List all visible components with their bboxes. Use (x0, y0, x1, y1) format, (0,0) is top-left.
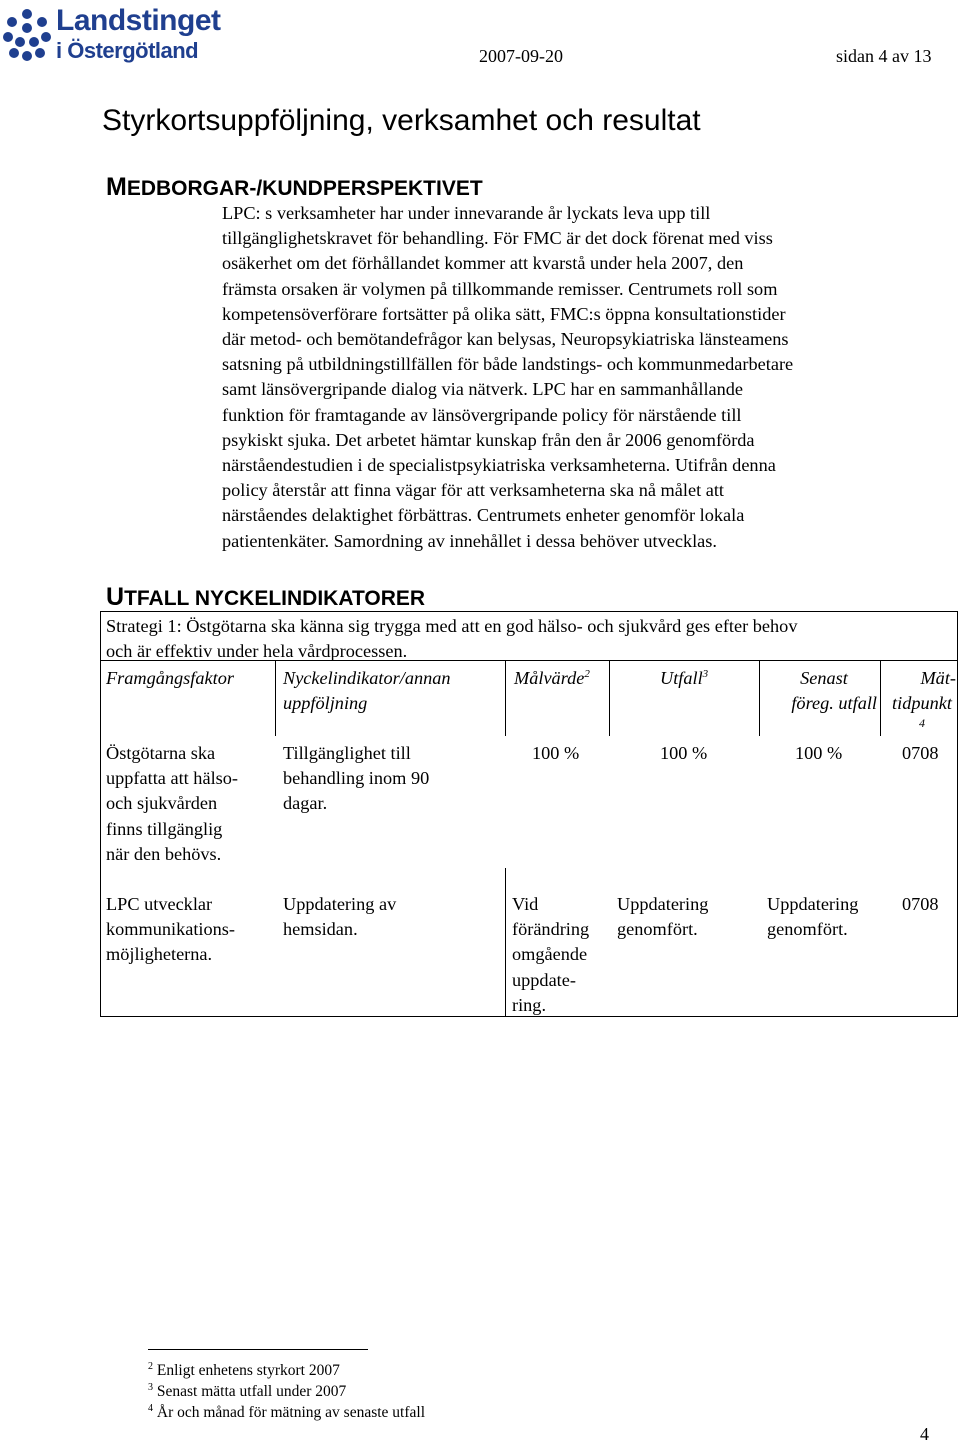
body-paragraph (222, 201, 952, 554)
header-indicator: Nyckelindikator/annan uppföljning (283, 668, 451, 714)
paragraph-line: satsning på utbildningstillfällen för både landstings- och kommunmedarbetare (222, 354, 794, 375)
paragraph-line: funktion för framtagande av länsövergripande policy för närstående till (222, 404, 742, 425)
header-outcome: Utfall$^3$ (660, 668, 709, 688)
column-separator (275, 660, 276, 736)
paragraph-line: LPC: s verksamheter har under innevarande år lyckats leva upp till (222, 203, 711, 223)
header-latest: Senast föreg. utfall (791, 668, 877, 714)
column-separator (759, 660, 760, 736)
paragraph-line: kompetensöverförare fortsätter på olika sätt, FMC:s öppna konsultationstider (222, 303, 786, 324)
paragraph-line: osäkerhet om det förhållandet kommer att kvarstå under hela 2007, den (222, 253, 744, 274)
footnote-2: $^2$ Enligt enhetens styrkort 2007 (148, 1361, 340, 1379)
paragraph-line: främsta orsaken är volymen på tillkommande remisser. Centrumets roll som (222, 278, 778, 299)
county-crest-icon (2, 8, 52, 62)
paragraph-line: tillgänglighetskravet för behandling. För FMC är det dock förenat med viss (222, 228, 773, 249)
page-title: Styrkortsuppföljning, verksamhet och resultat (102, 104, 701, 137)
strategy-text (106, 614, 956, 664)
paragraph-line: policy återstår att finna vägar för att verksamheterna ska nå målet att (222, 480, 725, 501)
footnotes (148, 1360, 425, 1423)
strategy-line: och är effektiv under hela vårdprocessen. (106, 641, 408, 661)
page-number: 4 (920, 1424, 929, 1444)
heading-initial: U (106, 583, 125, 611)
row1-factor: Östgötarna ska uppfatta att hälso- och sjukvården finns tillgänglig när den behövs. (106, 743, 238, 864)
paragraph-line: psykiskt sjuka. Det arbetet hämtar kunskap från den år 2006 genomförda (222, 429, 755, 450)
row2-target: Vid förändring omgående uppdate- ring. (512, 894, 590, 1015)
header-target: Målvärde$^2$ (514, 668, 590, 688)
row1-time: 0708 (902, 743, 939, 763)
row1-outcome: 100 % (660, 743, 708, 763)
row2-factor: LPC utvecklar kommunikations- möjligheterna. (106, 894, 235, 965)
section-heading-medborgar (106, 173, 483, 202)
header-time: Mät- tidpunkt 4 (892, 668, 956, 731)
row2-latest: Uppdatering genomfört. (767, 894, 859, 940)
paragraph-line: där metod- och bemötandefrågor kan belysas, Neuropsykiatriska länsteamens (222, 329, 789, 350)
row2-indicator: Uppdatering av hemsidan. (283, 894, 397, 940)
header-factor: Framgångsfaktor (106, 668, 234, 688)
paragraph-line: samt länsövergripande dialog via nätverk. LPC har en sammanhållande (222, 379, 744, 400)
logo-line-1: Landstinget (56, 4, 221, 37)
column-separator (505, 660, 506, 736)
landstinget-logo (0, 4, 240, 64)
row1-latest: 100 % (795, 743, 843, 763)
section-heading-utfall (106, 583, 425, 612)
column-separator (609, 660, 610, 736)
column-separator (505, 868, 506, 1017)
column-separator (880, 660, 881, 736)
heading-rest: EDBORGAR-/KUNDPERSPEKTIVET (126, 177, 483, 200)
heading-rest: TFALL NYCKELINDIKATORER (124, 587, 426, 610)
row1-target: 100 % (532, 743, 580, 763)
header-page-label: sidan 4 av 13 (836, 46, 932, 66)
strategy-line: Strategi 1: Östgötarna ska känna sig trygga med att en god hälso- och sjukvård ges efter behov (106, 616, 798, 636)
paragraph-line: patientenkäter. Samordning av innehållet i dessa behöver utvecklas. (222, 530, 717, 551)
row1-indicator: Tillgänglighet till behandling inom 90 dagar. (283, 743, 430, 814)
footnote-3: $^3$ Senast mätta utfall under 2007 (148, 1382, 347, 1400)
header-date: 2007-09-20 (479, 46, 563, 66)
footnote-4: $^4$ År och månad för mätning av senaste utfall (148, 1403, 426, 1421)
row2-time: 0708 (902, 894, 939, 914)
row2-outcome: Uppdatering genomfört. (617, 894, 709, 940)
paragraph-line: närståendestudien i de specialistpsykiatriska verksamheterna. Utifrån denna (222, 455, 776, 476)
footnote-separator (148, 1349, 368, 1350)
logo-line-2: i Östergötland (56, 38, 199, 63)
heading-initial: M (106, 173, 127, 201)
paragraph-line: närståendes delaktighet förbättras. Centrumets enheter genomför lokala (222, 505, 745, 526)
